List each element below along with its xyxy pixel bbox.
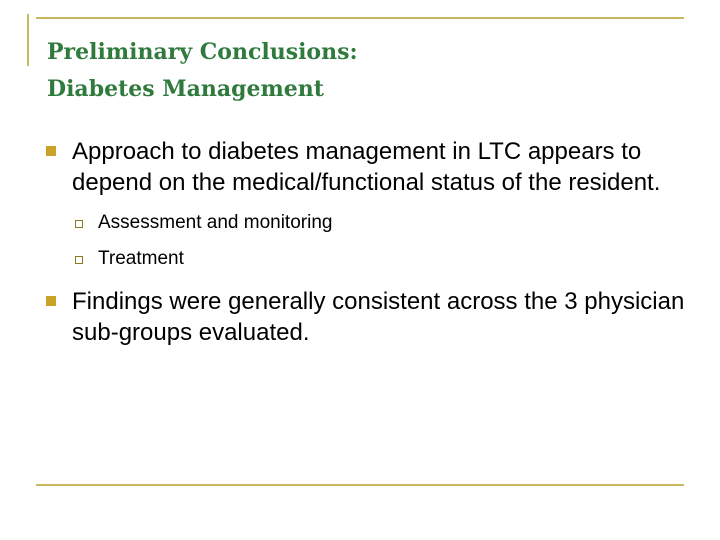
top-divider bbox=[36, 17, 684, 19]
left-accent-line bbox=[27, 14, 29, 66]
square-bullet-icon bbox=[46, 296, 56, 306]
square-bullet-icon bbox=[46, 146, 56, 156]
sub-bullet-list bbox=[44, 205, 694, 277]
sub-bullet-item bbox=[44, 241, 694, 277]
hollow-square-bullet-icon bbox=[75, 220, 83, 228]
bullet-item bbox=[44, 286, 694, 348]
bottom-divider bbox=[36, 484, 684, 486]
bullet-item bbox=[44, 136, 694, 198]
title-line-1: Preliminary Conclusions: bbox=[47, 39, 358, 65]
title-line-2: Diabetes Management bbox=[47, 76, 324, 102]
slide-title bbox=[47, 34, 687, 108]
sub-bullet-text: Treatment bbox=[98, 248, 184, 269]
hollow-square-bullet-icon bbox=[75, 256, 83, 264]
bullet-text: Findings were generally consistent across the 3 physician sub-groups evaluated. bbox=[72, 288, 685, 346]
slide-body bbox=[44, 136, 694, 348]
bullet-text: Approach to diabetes management in LTC appears to depend on the medical/functional status of the resident. bbox=[72, 138, 661, 196]
sub-bullet-item bbox=[44, 205, 694, 241]
sub-bullet-text: Assessment and monitoring bbox=[98, 212, 333, 233]
